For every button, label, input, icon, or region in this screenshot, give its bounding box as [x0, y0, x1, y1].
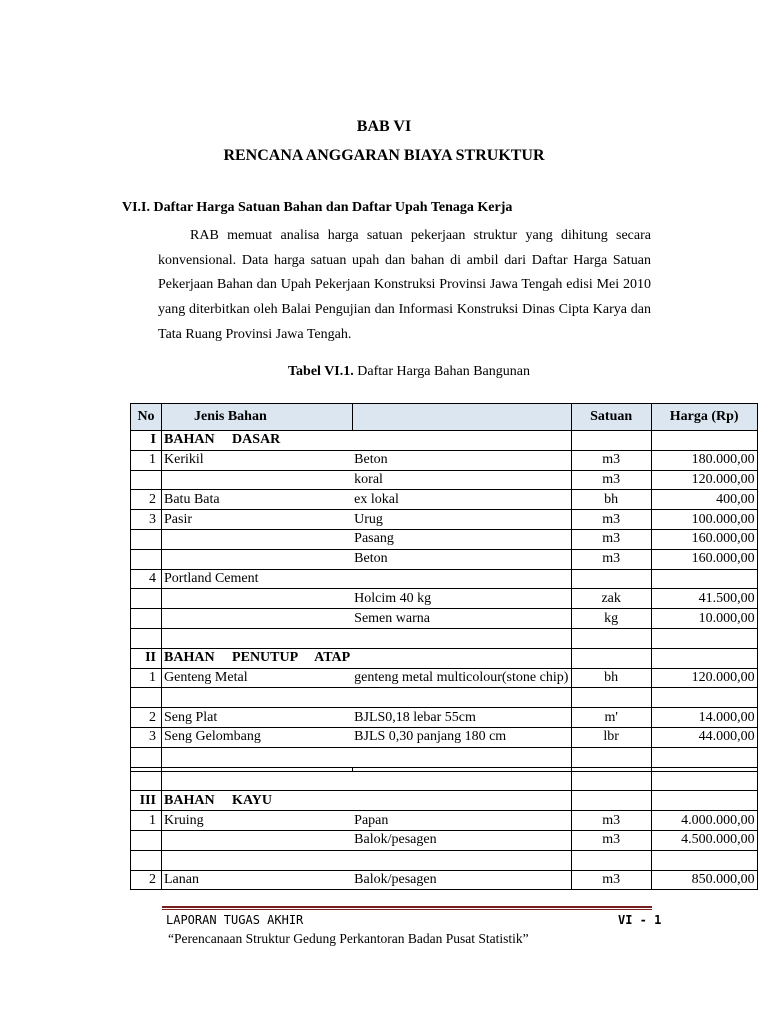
header-satuan: Satuan: [571, 404, 651, 431]
cell-no: 2: [131, 870, 162, 890]
cell-harga: [651, 850, 757, 870]
cell-harga: 14.000,00: [651, 708, 757, 728]
cell-satuan: m': [571, 708, 651, 728]
cell-jenis: [162, 747, 353, 767]
cell-harga: [651, 771, 757, 791]
cell-jenis: Kerikil: [162, 450, 353, 470]
cell-no: 3: [131, 727, 162, 747]
cell-harga: 850.000,00: [651, 870, 757, 890]
cell-no: 2: [131, 708, 162, 728]
cell-no: 2: [131, 490, 162, 510]
cell-keterangan: BJLS0,18 lebar 55cm: [352, 708, 571, 728]
table-row: [131, 609, 758, 629]
cell-no: [131, 628, 162, 648]
cell-satuan: [571, 791, 651, 811]
cell-satuan: lbr: [571, 727, 651, 747]
group-name: BAHAN DASAR: [162, 431, 353, 451]
paragraph-text: RAB memuat analisa harga satuan pekerjaan struktur yang dihitung secara konvensional. Data harga satuan upah dan bahan di ambil dari Daftar Harga Satuan Pekerjaan Bahan dan Upah Pekerjaan Konstruksi Provinsi Jawa Tengah edisi Mei 2010 yang diterbitkan oleh Balai Pengujian dan Informasi Konstruksi Dinas Cipta Karya dan Tata Ruang Provinsi Jawa Tengah.: [158, 228, 651, 342]
table-row: [131, 811, 758, 831]
cell-satuan: [571, 688, 651, 708]
cell-jenis: [162, 470, 353, 490]
cell-no: [131, 688, 162, 708]
cell-keterangan: Pasang: [352, 529, 571, 549]
material-price-table: [130, 403, 758, 890]
table-row: [131, 830, 758, 850]
group-number: III: [131, 791, 162, 811]
cell-jenis: Kruing: [162, 811, 353, 831]
cell-jenis: [162, 529, 353, 549]
cell-harga: 120.000,00: [651, 470, 757, 490]
cell-harga: 4.500.000,00: [651, 830, 757, 850]
cell-jenis: [162, 771, 353, 791]
cell-satuan: m3: [571, 470, 651, 490]
cell-keterangan: Papan: [352, 811, 571, 831]
cell-keterangan: Beton: [352, 450, 571, 470]
chapter-title: RENCANA ANGGARAN BIAYA STRUKTUR: [223, 147, 545, 164]
cell-satuan: [571, 850, 651, 870]
table-row: [131, 470, 758, 490]
cell-keterangan: Urug: [352, 510, 571, 530]
cell-harga: [651, 431, 757, 451]
table-row: [131, 529, 758, 549]
header-jenis-bahan: Jenis Bahan: [162, 404, 353, 431]
cell-satuan: m3: [571, 529, 651, 549]
group-number: II: [131, 648, 162, 668]
cell-harga: 120.000,00: [651, 668, 757, 688]
cell-keterangan: [352, 628, 571, 648]
cell-keterangan: ex lokal: [352, 490, 571, 510]
cell-harga: 160.000,00: [651, 549, 757, 569]
cell-satuan: [571, 747, 651, 767]
cell-satuan: bh: [571, 490, 651, 510]
cell-harga: 100.000,00: [651, 510, 757, 530]
cell-harga: 160.000,00: [651, 529, 757, 549]
body-paragraph: [158, 224, 651, 348]
cell-no: [131, 830, 162, 850]
cell-harga: 41.500,00: [651, 589, 757, 609]
cell-satuan: m3: [571, 549, 651, 569]
table-row: [131, 450, 758, 470]
cell-satuan: [571, 628, 651, 648]
cell-no: [131, 529, 162, 549]
cell-keterangan: [352, 688, 571, 708]
cell-jenis: [162, 589, 353, 609]
table-row: [131, 490, 758, 510]
footer-rule-thick: [162, 906, 652, 908]
cell-satuan: kg: [571, 609, 651, 629]
table-caption-label: Tabel VI.1.: [288, 364, 354, 379]
section-heading: VI.I. Daftar Harga Satuan Bahan dan Daftar Upah Tenaga Kerja: [122, 200, 513, 215]
cell-satuan: zak: [571, 589, 651, 609]
cell-keterangan: Semen warna: [352, 609, 571, 629]
header-harga: Harga (Rp): [651, 404, 757, 431]
cell-jenis: [162, 850, 353, 870]
table-caption: [0, 364, 768, 380]
footer-rule-thin: [162, 909, 652, 910]
cell-no: [131, 470, 162, 490]
cell-harga: 44.000,00: [651, 727, 757, 747]
header-no: No: [131, 404, 162, 431]
cell-harga: [651, 648, 757, 668]
table-empty-row: [131, 688, 758, 708]
cell-satuan: m3: [571, 830, 651, 850]
cell-jenis: Genteng Metal: [162, 668, 353, 688]
table-row: [131, 727, 758, 747]
table-row: [131, 589, 758, 609]
cell-jenis: [162, 688, 353, 708]
cell-harga: 400,00: [651, 490, 757, 510]
table-header-row: [131, 404, 758, 431]
cell-satuan: m3: [571, 510, 651, 530]
cell-no: [131, 747, 162, 767]
cell-keterangan: Holcim 40 kg: [352, 589, 571, 609]
cell-jenis: Seng Gelombang: [162, 727, 353, 747]
cell-jenis: Lanan: [162, 870, 353, 890]
cell-keterangan: [352, 569, 571, 589]
cell-no: 3: [131, 510, 162, 530]
cell-harga: [651, 628, 757, 648]
table-empty-row: [131, 747, 758, 767]
cell-satuan: [571, 648, 651, 668]
cell-jenis: [162, 609, 353, 629]
cell-keterangan: [352, 747, 571, 767]
table-empty-row: [131, 628, 758, 648]
cell-harga: [651, 791, 757, 811]
table-caption-text: Daftar Harga Bahan Bangunan: [353, 364, 530, 379]
cell-no: [131, 549, 162, 569]
cell-harga: 10.000,00: [651, 609, 757, 629]
cell-satuan: m3: [571, 450, 651, 470]
table-group-row: [131, 648, 758, 668]
table-row: [131, 668, 758, 688]
cell-keterangan: koral: [352, 470, 571, 490]
cell-harga: 4.000.000,00: [651, 811, 757, 831]
cell-keterangan: [352, 431, 571, 451]
cell-keterangan: BJLS 0,30 panjang 180 cm: [352, 727, 571, 747]
chapter-number: BAB VI: [356, 118, 412, 135]
cell-satuan: [571, 771, 651, 791]
table-row: [131, 708, 758, 728]
group-number: I: [131, 431, 162, 451]
cell-keterangan: Balok/pesagen: [352, 870, 571, 890]
group-name: BAHAN PENUTUP ATAP: [162, 648, 353, 668]
cell-keterangan: Beton: [352, 549, 571, 569]
cell-satuan: bh: [571, 668, 651, 688]
cell-jenis: [162, 628, 353, 648]
cell-no: [131, 589, 162, 609]
table-empty-row: [131, 850, 758, 870]
cell-jenis: Portland Cement: [162, 569, 353, 589]
cell-keterangan: [352, 850, 571, 870]
footer-project-title: “Perencanaan Struktur Gedung Perkantoran Badan Pusat Statistik”: [168, 931, 529, 946]
table-row: [131, 510, 758, 530]
cell-jenis: [162, 830, 353, 850]
cell-no: [131, 771, 162, 791]
header-keterangan: [352, 404, 571, 431]
cell-keterangan: genteng metal multicolour(stone chip): [352, 668, 571, 688]
table-empty-row: [131, 771, 758, 791]
cell-keterangan: Balok/pesagen: [352, 830, 571, 850]
cell-satuan: m3: [571, 870, 651, 890]
cell-keterangan: [352, 648, 571, 668]
cell-satuan: [571, 569, 651, 589]
cell-jenis: Pasir: [162, 510, 353, 530]
cell-keterangan: [352, 771, 571, 791]
cell-harga: 180.000,00: [651, 450, 757, 470]
cell-no: [131, 850, 162, 870]
table-group-row: [131, 431, 758, 451]
cell-no: 1: [131, 668, 162, 688]
cell-satuan: [571, 431, 651, 451]
cell-jenis: Seng Plat: [162, 708, 353, 728]
footer-page-number: VI - 1: [618, 913, 662, 927]
cell-no: [131, 609, 162, 629]
cell-no: 1: [131, 450, 162, 470]
cell-keterangan: [352, 791, 571, 811]
table-row: [131, 549, 758, 569]
cell-harga: [651, 747, 757, 767]
table-row: [131, 569, 758, 589]
table-row: [131, 870, 758, 890]
footer-report-label: LAPORAN TUGAS AKHIR: [166, 913, 304, 927]
cell-no: 4: [131, 569, 162, 589]
table-group-row: [131, 791, 758, 811]
table-body: [131, 431, 758, 890]
cell-jenis: Batu Bata: [162, 490, 353, 510]
cell-jenis: [162, 549, 353, 569]
cell-satuan: m3: [571, 811, 651, 831]
cell-harga: [651, 688, 757, 708]
cell-no: 1: [131, 811, 162, 831]
cell-harga: [651, 569, 757, 589]
group-name: BAHAN KAYU: [162, 791, 353, 811]
